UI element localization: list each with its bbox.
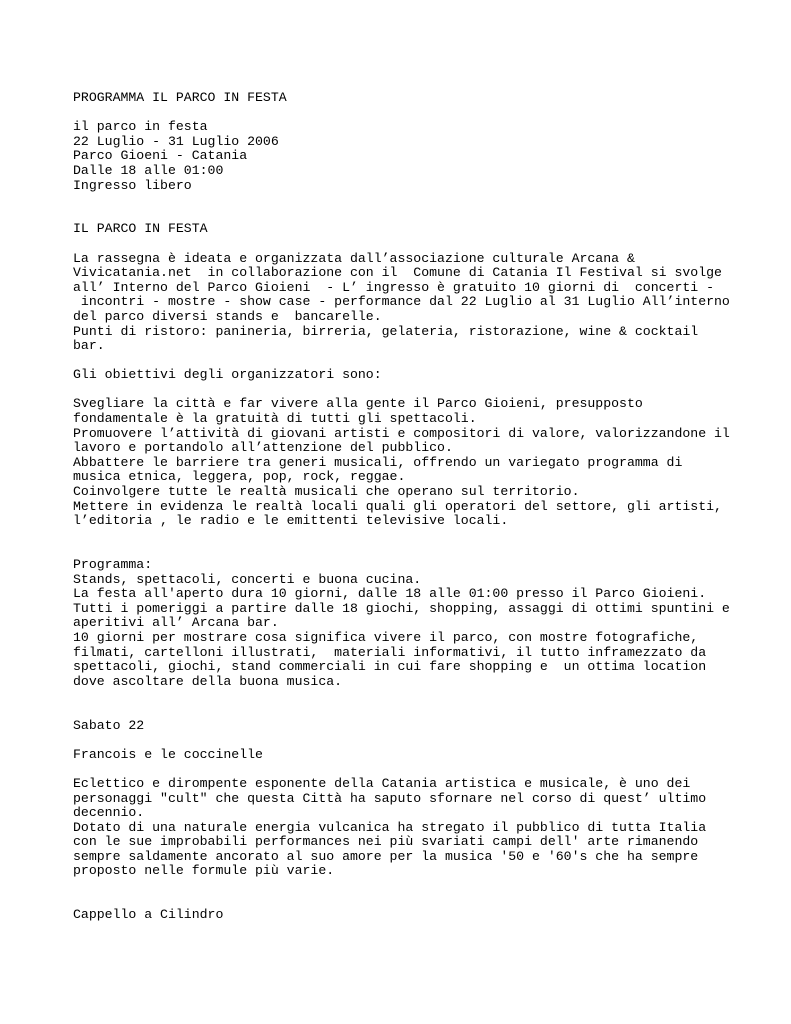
intro-line: Punti di ristoro: panineria, birreria, gelateria, ristorazione, wine & cocktail (73, 323, 699, 339)
info-line: il parco in festa (73, 119, 208, 135)
artist-title: Francois e le coccinelle (73, 746, 263, 762)
day-title: Sabato 22 (73, 717, 145, 733)
goals-line: l’editoria , le radio e le emittenti televisive locali. (73, 513, 509, 529)
intro-line: del parco diversi stands e bancarelle. (73, 308, 382, 324)
intro-line: all’ Interno del Parco Gioieni - L’ ingresso è gratuito 10 giorni di concerti - (73, 279, 715, 295)
intro-line: bar. (73, 338, 105, 354)
document-heading: PROGRAMMA IL PARCO IN FESTA (73, 90, 287, 105)
goals-line: lavoro e portandolo all’attenzione del pubblico. (73, 440, 453, 456)
artist-description-line: Dotato di una naturale energia vulcanica ha stregato il pubblico di tutta Italia (73, 819, 707, 835)
intro-line: incontri - mostre - show case - performance dal 22 Luglio al 31 Luglio All’interno (73, 294, 730, 310)
artist-description-line: Eclettico e dirompente esponente della Catania artistica e musicale, è uno dei (73, 775, 691, 791)
goals-line: Promuovere l’attività di giovani artisti e compositori di valore, valorizzandone il (73, 425, 730, 441)
artist-description-line: proposto nelle formule più varie. (73, 863, 335, 879)
program-line: filmati, cartelloni illustrati, materiali informativi, il tutto inframezzato da (73, 644, 707, 660)
artist-title: Cappello a Cilindro (73, 907, 224, 923)
goals-line: Coinvolgere tutte le realtà musicali che operano sul territorio. (73, 484, 580, 500)
program-title: Programma: (73, 557, 153, 572)
program-line: aperitivi all’ Arcana bar. (73, 615, 279, 631)
program-line: dove ascoltare della buona musica. (73, 673, 343, 689)
info-line: Ingresso libero (73, 177, 192, 193)
info-line: Dalle 18 alle 01:00 (73, 162, 224, 178)
info-line: 22 Luglio - 31 Luglio 2006 (73, 133, 279, 149)
goals-line: musica etnica, leggera, pop, rock, reggae. (73, 469, 406, 485)
section-title: IL PARCO IN FESTA (73, 221, 208, 237)
artist-description-line: sempre saldamente ancorato al suo amore per la musica '50 e '60's che ha sempre (73, 848, 699, 864)
goals-line: Svegliare la città e far vivere alla gente il Parco Gioieni, presupposto (73, 396, 643, 412)
goals-line: Abbattere le barriere tra generi musicali, offrendo un variegato programma di (73, 454, 683, 470)
artist-description-line: decennio. (73, 805, 145, 821)
program-line: Tutti i pomeriggi a partire dalle 18 giochi, shopping, assaggi di ottimi spuntini e (73, 600, 730, 616)
goals-line: Mettere in evidenza le realtà locali quali gli operatori del settore, gli artisti, (73, 498, 722, 514)
program-line: spettacoli, giochi, stand commerciali in cui fare shopping e un ottima location (73, 659, 707, 675)
document-page (73, 91, 773, 923)
intro-line: Vivicatania.net in collaborazione con il Comune di Catania Il Festival si svolge (73, 265, 722, 281)
program-line: Stands, spettacoli, concerti e buona cucina. (73, 571, 422, 587)
program-line: 10 giorni per mostrare cosa significa vivere il parco, con mostre fotografiche, (73, 629, 699, 645)
artist-description-line: con le sue improbabili performances nei più svariati campi dell' arte rimanendo (73, 834, 699, 850)
artist-description-line: personaggi "cult" che questa Città ha saputo sfornare nel corso di quest’ ultimo (73, 790, 707, 806)
intro-line: La rassegna è ideata e organizzata dall’associazione culturale Arcana & (73, 250, 635, 266)
goals-line: fondamentale è la gratuità di tutti gli spettacoli. (73, 411, 477, 427)
goals-title: Gli obiettivi degli organizzatori sono: (73, 367, 382, 383)
program-line: La festa all'aperto dura 10 giorni, dalle 18 alle 01:00 presso il Parco Gioieni. (73, 586, 707, 602)
info-line: Parco Gioeni - Catania (73, 148, 248, 164)
